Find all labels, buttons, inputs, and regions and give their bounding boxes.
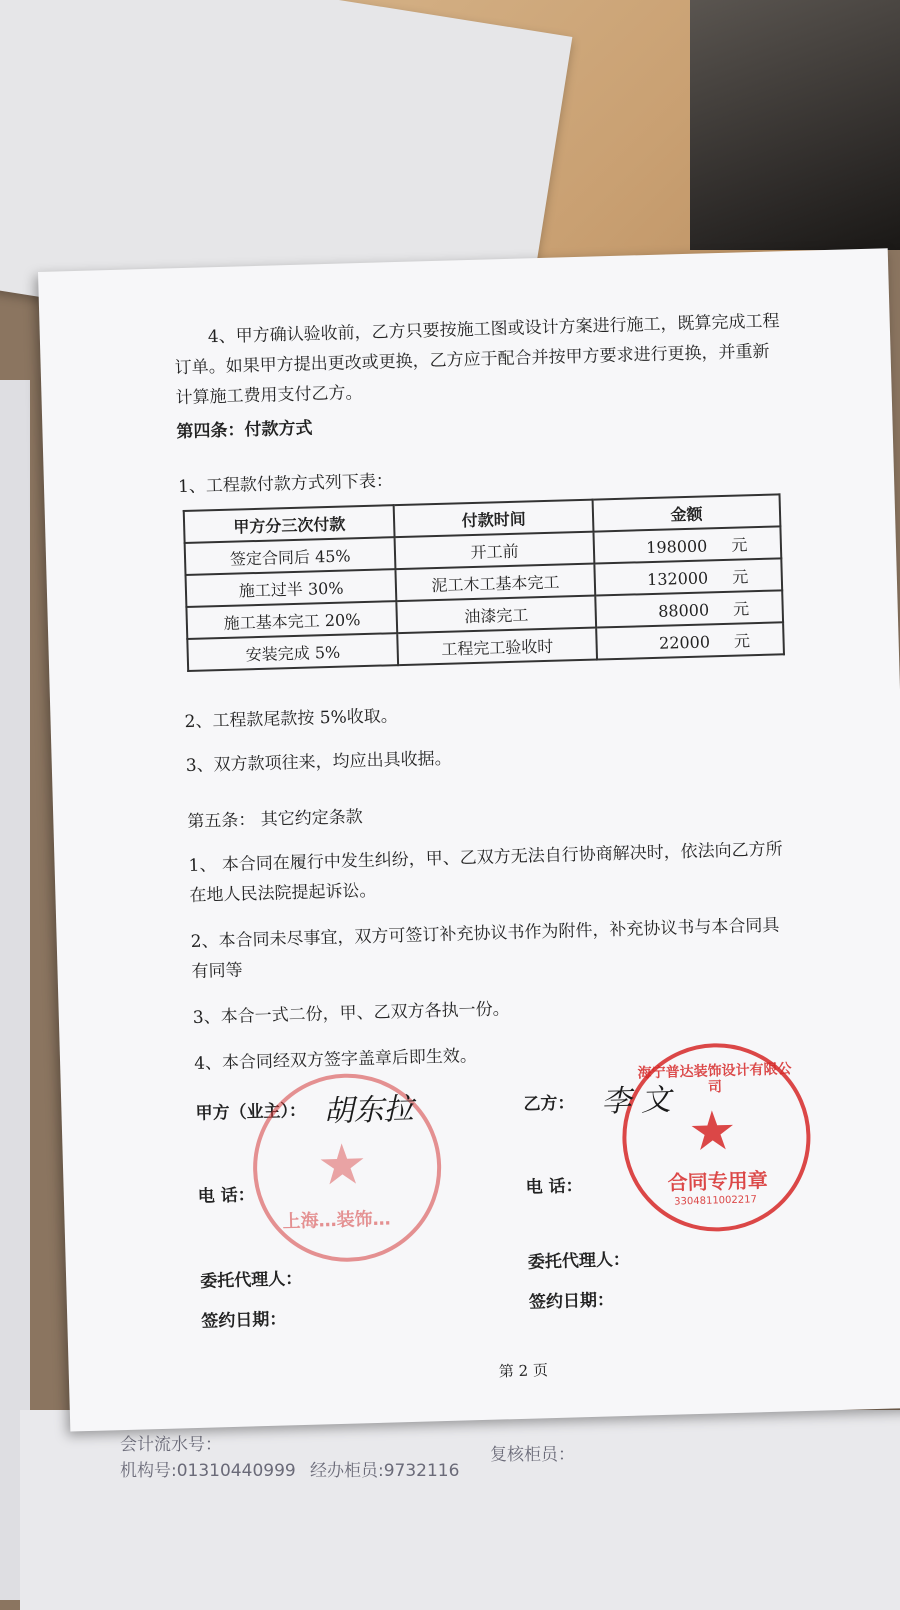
cell-amount <box>593 526 781 563</box>
cell-time: 开工前 <box>395 532 594 570</box>
para4-line2: 订单。如果甲方提出更改或更换，乙方应于配合并按甲方要求进行更换，并重新 <box>174 341 770 379</box>
desk-dark-object <box>690 0 900 250</box>
under-page-line1: 会计流水号： <box>120 1435 222 1455</box>
party-b-label: 乙方： <box>523 1093 575 1115</box>
para4-line1: 4、甲方确认验收前，乙方只要按施工图或设计方案进行施工，既算完成工程 <box>207 311 780 348</box>
article5-item3: 3、本合一式二份，甲、乙双方各执一份。 <box>192 999 510 1028</box>
cell-stage: 施工基本完工 20% <box>186 601 397 639</box>
cell-amount <box>596 622 784 659</box>
contract-page <box>38 248 900 1431</box>
article5-item2-line1: 2、本合同未尽事宜，双方可签订补充协议书作为附件，补充协议书与本合同具 <box>190 915 780 952</box>
agent-a-label: 委托代理人： <box>199 1269 303 1292</box>
article5-item1-line2: 在地人民法院提起诉讼。 <box>189 880 377 907</box>
amount-value: 132000 <box>646 567 709 589</box>
under-page-line2a: 机构号:01310440999 <box>120 1461 296 1481</box>
phone-a-label: 电 话： <box>197 1185 256 1207</box>
article4-item3: 3、双方款项往来，均应出具收据。 <box>185 748 452 777</box>
under-page-line2c: 复核柜员： <box>490 1445 575 1465</box>
amount-value: 22000 <box>658 631 711 653</box>
party-b-stamp-number: 3304811002217 <box>674 1194 758 1208</box>
col-header-time: 付款时间 <box>394 500 593 538</box>
date-a-label: 签约日期： <box>201 1309 287 1332</box>
article5-item4: 4、本合同经双方签字盖章后即生效。 <box>193 1046 478 1074</box>
cell-amount <box>595 590 783 627</box>
phone-b-label: 电 话： <box>525 1176 583 1198</box>
article5-title: 第五条： 其它约定条款 <box>187 807 364 833</box>
amount-unit: 元 <box>732 598 750 619</box>
party-a-label: 甲方（业主）： <box>195 1100 307 1124</box>
cell-stage: 安装完成 5% <box>187 633 398 671</box>
payment-table <box>183 493 785 672</box>
col-header-stage: 甲方分三次付款 <box>184 505 395 543</box>
amount-value: 88000 <box>657 599 710 621</box>
para4-line3: 计算施工费用支付乙方。 <box>175 382 363 409</box>
party-b-stamp <box>620 1041 813 1234</box>
cell-time: 油漆完工 <box>397 596 596 634</box>
page-number: 第 2 页 <box>498 1361 549 1381</box>
article5-item2-line2: 有同等 <box>191 960 243 982</box>
article4-item1: 1、工程款付款方式列下表： <box>177 471 394 498</box>
date-b-label: 签约日期： <box>528 1290 615 1313</box>
agent-b-label: 委托代理人： <box>527 1249 631 1273</box>
cell-stage: 签定合同后 45% <box>185 537 396 575</box>
party-b-stamp-name: 海宁普达装饰设计有限公司 <box>637 1061 792 1096</box>
cell-amount <box>594 558 782 595</box>
article4-title: 第四条：付款方式 <box>176 418 313 443</box>
article4-item2: 2、工程款尾款按 5%收取。 <box>184 706 399 733</box>
amount-value: 198000 <box>645 535 708 557</box>
under-page-line2b: 经办柜员:9732116 <box>310 1461 460 1481</box>
cell-time: 泥工木工基本完工 <box>396 564 595 602</box>
party-b-stamp-star-icon: ★ <box>687 1098 738 1164</box>
party-b-signature: 李 文 <box>600 1082 672 1120</box>
cell-stage: 施工过半 30% <box>186 569 397 607</box>
party-a-stamp-star-icon: ★ <box>316 1132 369 1199</box>
party-a-signature: 胡东拉 <box>323 1091 415 1130</box>
cell-time: 工程完工验收时 <box>398 628 597 666</box>
amount-unit: 元 <box>733 630 751 651</box>
under-page <box>20 1410 900 1610</box>
article5-item1-line1: 1、 本合同在履行中发生纠纷，甲、乙双方无法自行协商解决时，依法向乙方所 <box>188 839 783 877</box>
amount-unit: 元 <box>731 566 749 587</box>
party-a-stamp-text: 上海…装饰… <box>282 1208 391 1233</box>
amount-unit: 元 <box>731 534 748 555</box>
col-header-amount: 金额 <box>592 494 780 531</box>
party-b-stamp-purpose: 合同专用章 <box>667 1167 768 1195</box>
